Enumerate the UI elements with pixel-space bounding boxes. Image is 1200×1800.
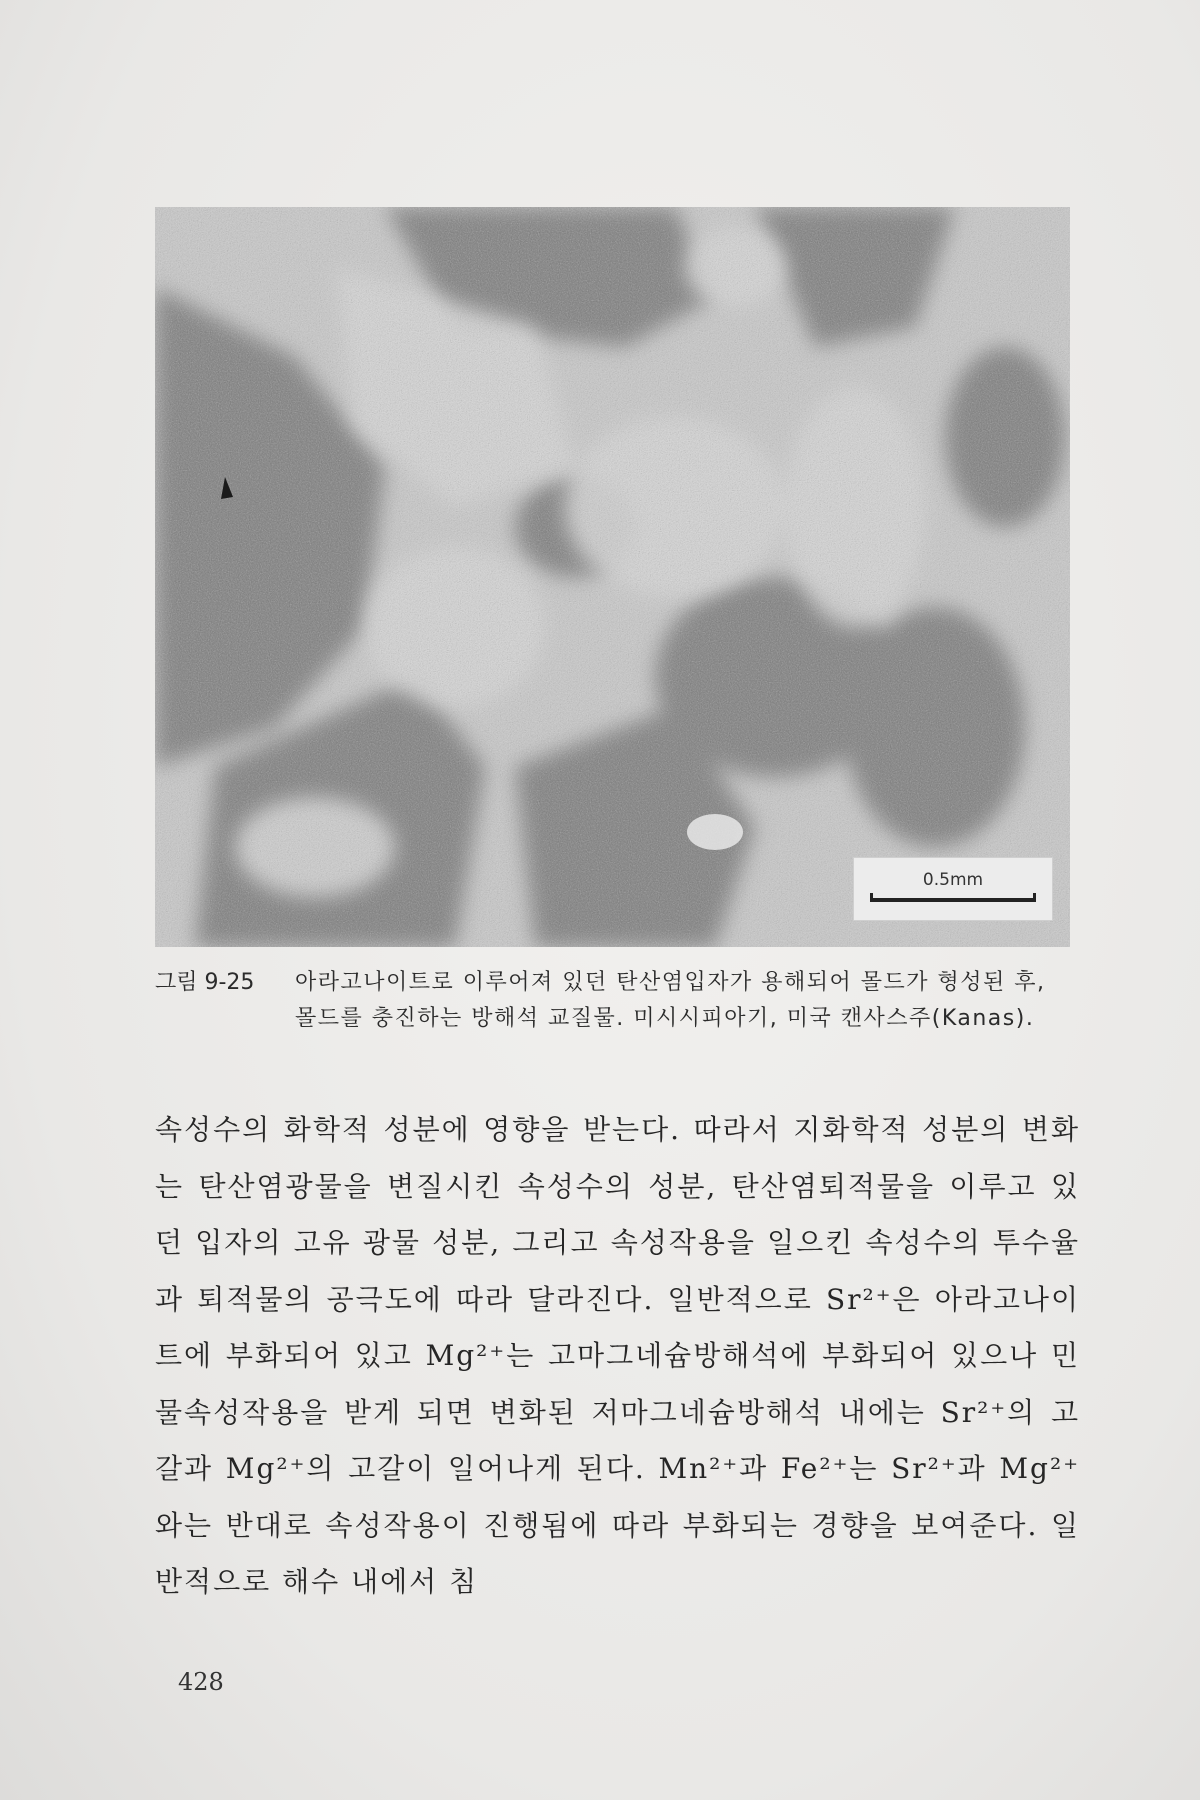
caption-text: 아라고나이트로 이루어져 있던 탄산염입자가 용해되어 몰드가 형성된 후, 몰드를 충진하는 방해석 교질물. 미시시피아기, 미국 캔사스주(Kanas).	[295, 970, 1046, 1031]
micrograph-image	[155, 207, 1070, 947]
scale-bar-box	[853, 857, 1053, 921]
scale-bar-label: 0.5mm	[922, 870, 984, 890]
caption-label: 그림 9-25	[155, 970, 255, 995]
body-text	[155, 1102, 1080, 1611]
page-number: 428	[178, 1668, 224, 1696]
scale-bar	[870, 898, 1036, 902]
body-paragraph: 속성수의 화학적 성분에 영향을 받는다. 따라서 지화학적 성분의 변화는 탄산염광물을 변질시킨 속성수의 성분, 탄산염퇴적물을 이루고 있던 입자의 고유 광물 성분, 그리고 속성작용을 일으킨 속성수의 투수율과 퇴적물의 공극도에 따라 달라진다. 일반적으로 Sr²⁺은 아라고나이트에 부화되어 있고 Mg²⁺는 고마그네슘방해석에 부화되어 있으나 민물속성작용을 받게 되면 변화된 저마그네슘방해석 내에는 Sr²⁺의 고갈과 Mg²⁺의 고갈이 일어나게 된다. Mn²⁺과 Fe²⁺는 Sr²⁺과 Mg²⁺와는 반대로 속성작용이 진행됨에 따라 부화되는 경향을 보여준다. 일반적으로 해수 내에서 침	[155, 1113, 1080, 1598]
figure-caption	[155, 965, 1075, 1037]
thin-section-micrograph	[155, 207, 1070, 947]
